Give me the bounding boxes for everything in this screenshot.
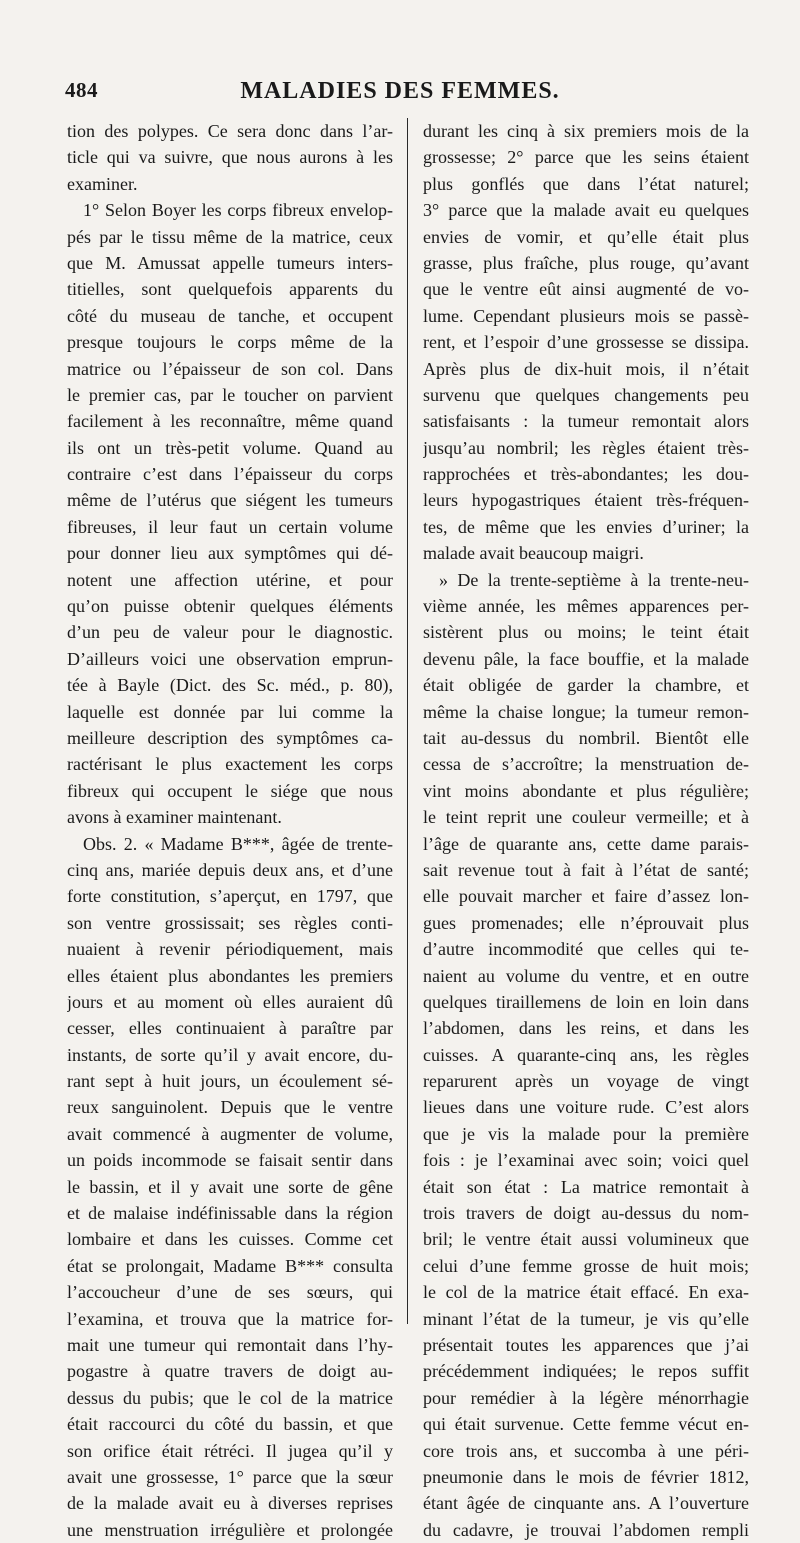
text-line: qui était survenue. Cette femme vécut en- (423, 1414, 749, 1435)
text-line: bril; le ventre était aussi volumineux que (423, 1229, 749, 1250)
text-line: et de malaise indéfinissable dans la région (67, 1203, 393, 1224)
column-divider (407, 118, 408, 1324)
text-line: ils ont un très-petit volume. Quand au (67, 437, 393, 458)
text-line: elles étaient plus abondantes les premiers (67, 965, 393, 986)
text-line: core trois ans, et succomba à une péri- (423, 1440, 749, 1461)
text-line: cessa de s’accroître; la menstruation de- (423, 754, 749, 775)
text-line: tée à Bayle (Dict. des Sc. méd., p. 80), (67, 675, 393, 696)
text-line: tait au-dessus du nombril. Bientôt elle (423, 727, 749, 748)
text-line: que M. Amussat appelle tumeurs inters- (67, 252, 393, 273)
text-line: fibreux qui occupent le siége que nous (67, 780, 393, 801)
text-line: rapprochées et très-abondantes; les dou- (423, 464, 749, 485)
text-line: du cadavre, je trouvai l’abdomen rempli (423, 1519, 749, 1540)
text-line: reparurent après un voyage de vingt (423, 1071, 749, 1092)
text-columns (67, 118, 749, 1540)
text-line: cinq ans, mariée depuis deux ans, et d’une (67, 859, 393, 880)
text-line: était obligée de garder la chambre, et (423, 675, 749, 696)
text-line: tion des polypes. Ce sera donc dans l’ar- (67, 121, 393, 141)
text-line: étant âgée de cinquante ans. A l’ouverture (423, 1493, 749, 1514)
text-line: facilement à les reconnaître, même quand (67, 411, 393, 432)
text-line: sait revenue tout à fait à l’état de santé; (423, 859, 749, 880)
text-line: instants, de sorte qu’il y avait encore, du- (67, 1044, 393, 1065)
text-line: avait une grossesse, 1° parce que la sœur (67, 1466, 393, 1487)
text-line: l’âge de quarante ans, cette dame parais- (423, 833, 749, 854)
text-line: le col de la matrice était effacé. En exa- (423, 1282, 749, 1303)
text-line: son orifice était rétréci. Il jugea qu’il y (67, 1440, 393, 1461)
text-line: fibreuses, il leur faut un certain volume (67, 516, 393, 537)
text-line: dessus du pubis; que le col de la matrice (67, 1387, 393, 1408)
text-line: quelques tiraillemens de loin en loin dans (423, 991, 749, 1012)
page-number: 484 (65, 78, 98, 102)
text-line: Après plus de dix-huit mois, il n’était (423, 358, 749, 379)
text-line: sistèrent plus ou moins; le teint était (423, 622, 749, 643)
text-line: rant sept à huit jours, un écoulement sé- (67, 1071, 393, 1092)
left-column (67, 118, 393, 1543)
text-line: malade avait beaucoup maigri. (423, 543, 644, 564)
text-line: trois travers de doigt au-dessus du nom- (423, 1203, 749, 1224)
text-line: ractérisant le plus exactement les corps (67, 754, 393, 775)
text-line: lume. Cependant plusieurs mois se passè- (423, 305, 749, 326)
text-line: titielles, sont quelquefois apparents du (67, 279, 393, 300)
text-line: rent, et l’espoir d’une grossesse se dissipa. (423, 332, 749, 353)
text-line: 1° Selon Boyer les corps fibreux envelop- (83, 200, 393, 221)
text-line: pés par le tissu même de la matrice, ceux (67, 226, 393, 247)
text-line: pour donner lieu aux symptômes qui dé- (67, 543, 393, 564)
running-head: MALADIES DES FEMMES. (240, 78, 560, 104)
text-line: précédemment indiquées; le repos suffit (423, 1361, 749, 1382)
text-line: cesser, elles continuaient à paraître par (67, 1018, 393, 1039)
text-line: plus gonflés que dans l’état naturel; (423, 173, 749, 194)
text-line: celui d’une femme grosse de huit mois; (423, 1255, 749, 1276)
text-line: elle pouvait marcher et faire d’assez lon- (423, 886, 749, 907)
text-line: d’un peu de valeur pour le diagnostic. (67, 622, 393, 643)
text-line: nuaient à revenir périodiquement, mais (67, 939, 393, 960)
text-line: l’abdomen, dans les reins, et dans les (423, 1018, 749, 1039)
text-line: le premier cas, par le toucher on parvient (67, 384, 393, 405)
text-line: était raccourci du côté du bassin, et que (67, 1414, 393, 1435)
text-line: grossesse; 2° parce que les seins étaient (423, 147, 749, 168)
text-line: fois : je l’examinai avec soin; voici quel (423, 1150, 749, 1171)
text-line: envies de vomir, et qu’elle était plus (423, 226, 749, 247)
text-line: forte constitution, s’aperçut, en 1797, que (67, 886, 393, 907)
text-line: même de l’utérus que siégent les tumeurs (67, 490, 393, 511)
text-line: avait commencé à augmenter de volume, (67, 1123, 393, 1144)
text-line: le teint reprit une couleur vermeille; et à (423, 807, 749, 828)
text-line: jours et au moment où elles auraient dû (67, 991, 393, 1012)
text-line: le bassin, et il y avait une sorte de gêne (67, 1176, 393, 1197)
text-line: son ventre grossissait; ses règles conti- (67, 912, 393, 933)
text-line: matrice ou l’épaisseur de son col. Dans (67, 358, 393, 379)
text-line: presque toujours le corps même de la (67, 332, 393, 353)
text-line: » De la trente-septième à la trente-neu- (439, 569, 749, 590)
text-line: côté du museau de tanche, et occupent (67, 305, 393, 326)
text-line: notent une affection utérine, et pour (67, 569, 393, 590)
text-line: survenu que quelques changements peu (423, 384, 749, 405)
text-line: reux sanguinolent. Depuis que le ventre (67, 1097, 393, 1118)
text-line: laquelle est donnée par lui comme la (67, 701, 393, 722)
text-line: ticle qui va suivre, que nous aurons à les (67, 147, 393, 168)
text-line: pour remédier à la légère ménorrhagie (423, 1387, 749, 1408)
text-line: vième année, les mêmes apparences per- (423, 596, 749, 617)
text-line: que je vis la malade pour la première (423, 1123, 749, 1144)
text-line: pneumonie dans le mois de février 1812, (423, 1466, 749, 1487)
text-line: devenu pâle, la face bouffie, et la malade (423, 648, 749, 669)
text-line: jusqu’au nombril; les règles étaient très- (423, 437, 749, 458)
text-line: un poids incommode se faisait sentir dans (67, 1150, 393, 1171)
text-line: tes, de même que les envies d’uriner; la (423, 516, 749, 537)
right-column (423, 118, 749, 1543)
text-line: lieues dans une voiture rude. C’est alors (423, 1097, 749, 1118)
text-line: gues promenades; elle n’éprouvait plus (423, 912, 749, 933)
text-line: leurs hypogastriques étaient très-fréquen- (423, 490, 749, 511)
text-line: de la malade avait eu à diverses reprises (67, 1493, 393, 1514)
text-line: qu’on puisse obtenir quelques éléments (67, 596, 393, 617)
text-line: naient au volume du ventre, et en outre (423, 965, 749, 986)
text-line: cuisses. A quarante-cinq ans, les règles (423, 1044, 749, 1065)
text-line: pogastre à quatre travers de doigt au- (67, 1361, 393, 1382)
text-line: 3° parce que la malade avait eu quelques (423, 200, 749, 221)
text-line: grasse, plus fraîche, plus rouge, qu’avant (423, 252, 749, 273)
text-line: minant l’état de la tumeur, je vis qu’elle (423, 1308, 749, 1329)
text-line: mait une tumeur qui remontait dans l’hy- (67, 1334, 393, 1355)
text-line: présentait toutes les apparences que j’ai (423, 1334, 749, 1355)
text-line: l’accoucheur d’une de ses sœurs, qui (67, 1282, 393, 1303)
page-header (0, 70, 800, 110)
text-line: satisfaisants : la tumeur remontait alors (423, 411, 749, 432)
text-line: Obs. 2. « Madame B***, âgée de trente- (83, 833, 393, 854)
text-line: une menstruation irrégulière et prolongée (67, 1519, 393, 1540)
text-line: meilleure description des symptômes ca- (67, 727, 393, 748)
text-line: état se prolongait, Madame B*** consulta (67, 1255, 393, 1276)
text-line: était son état : La matrice remontait à (423, 1176, 749, 1197)
text-line: l’examina, et trouva que la matrice for- (67, 1308, 393, 1329)
text-line: que le ventre eût ainsi augmenté de vo- (423, 279, 749, 300)
text-line: avons à examiner maintenant. (67, 807, 282, 828)
text-line: vint moins abondante et plus régulière; (423, 780, 749, 801)
text-line: lombaire et dans les cuisses. Comme cet (67, 1229, 393, 1250)
text-line: D’ailleurs voici une observation emprun- (67, 648, 393, 669)
text-line: examiner. (67, 173, 138, 194)
text-line: même la chaise longue; la tumeur remon- (423, 701, 749, 722)
text-line: d’autre incommodité que celles qui te- (423, 939, 749, 960)
text-line: durant les cinq à six premiers mois de la (423, 121, 749, 141)
text-line: contraire c’est dans l’épaisseur du corps (67, 464, 393, 485)
